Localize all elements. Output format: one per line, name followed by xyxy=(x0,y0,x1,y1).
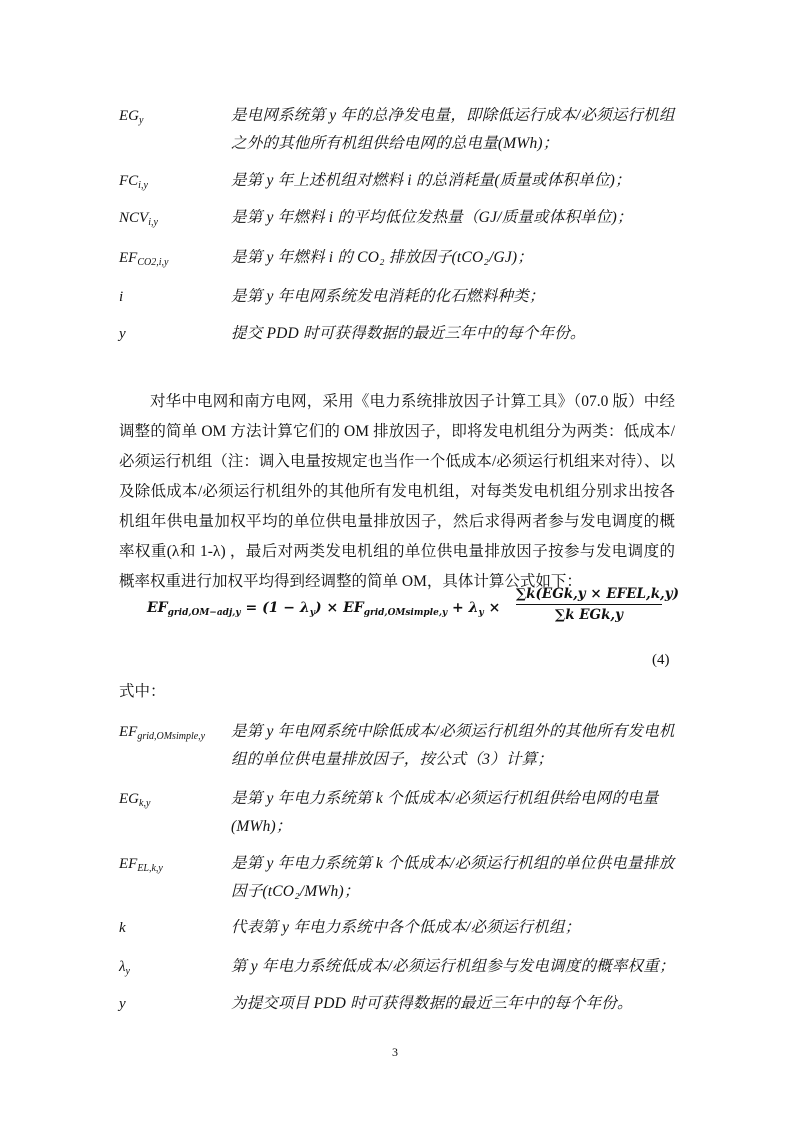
definition-lambda xyxy=(119,953,679,981)
definition-i xyxy=(119,283,679,311)
definition-desc: 是第 y 年电力系统第 k 个低成本/必须运行机组的单位供电量排放因子(tCO₂/MWh)； xyxy=(231,855,675,900)
definition-term: $NCV_{i,y}$ xyxy=(119,210,158,228)
definition-term: $\lambda_y$ xyxy=(119,959,130,977)
definition-term: $EF_{CO2,i,y}$ xyxy=(119,250,169,268)
body-paragraph xyxy=(119,387,675,597)
definition-term: $EF_{EL,k,y}$ xyxy=(119,856,163,874)
definition-ef-grid-omsimple xyxy=(119,718,679,774)
definition-desc: 第 y 年电力系统低成本/必须运行机组参与发电调度的概率权重； xyxy=(231,958,675,975)
formula-fraction xyxy=(516,586,679,623)
definition-ncv xyxy=(119,204,679,232)
definition-desc: 是第 y 年燃料 i 的平均低位发热量（GJ/质量或体积单位)； xyxy=(231,209,633,226)
definition-desc: 为提交项目 PDD 时可获得数据的最近三年中的每个年份。 xyxy=(231,995,633,1012)
definition-desc: 是第 y 年电网系统中除低成本/必须运行机组外的其他所有发电机组的单位供电量排放因子，按公式（3）计算； xyxy=(231,723,675,768)
definition-eg-k xyxy=(119,785,679,841)
definition-desc: 是第 y 年燃料 i 的 CO₂ 排放因子(tCO₂/GJ)； xyxy=(231,249,533,266)
formula-4 xyxy=(140,586,680,636)
equation-number: (4) xyxy=(652,652,670,668)
definition-term: y xyxy=(119,996,126,1012)
definition-y xyxy=(119,320,679,348)
definition-term: $FC_{i,y}$ xyxy=(119,173,148,191)
definition-term: k xyxy=(119,920,126,936)
definition-term: $EG_{k,y}$ xyxy=(119,791,151,809)
definition-term: $EF_{grid,OMsimple,y}$ xyxy=(119,724,206,742)
definition-term: i xyxy=(119,289,124,305)
page-number: 3 xyxy=(392,1045,398,1059)
fraction-bar xyxy=(516,604,662,605)
paragraph-text: 对华中电网和南方电网，采用《电力系统排放因子计算工具》（07.0 版）中经调整的简单 OM 方法计算它们的 OM 排放因子，即将发电机组分为两类：低成本/必须运行机组（注：调入电量按规定也当作一个低成本/必须运行机组来对待）、以及除低成本/必须运行机组外的其他所有发电机组，对每类发电机组分别求出按各机组年供电量加权平均的单位供电量排放因子，然后求得两者参与发电调度的概率权重(λ和 1-λ) ，最后对两类发电机组的单位供电量排放因子按参与发电调度的概率权重进行加权平均得到经调整的简单 OM，具体计算公式如下： xyxy=(119,393,675,590)
definition-desc: 代表第 y 年电力系统中各个低成本/必须运行机组； xyxy=(231,919,581,936)
definition-term: y xyxy=(119,326,126,342)
definition-desc: 是第 y 年电力系统第 k 个低成本/必须运行机组供给电网的电量(MWh)； xyxy=(231,790,659,835)
definition-ef-el xyxy=(119,850,679,906)
definition-fc xyxy=(119,167,679,195)
definition-desc: 是第 y 年电网系统发电消耗的化石燃料种类； xyxy=(231,288,545,305)
formula-numerator: ∑k(EGk,y × EFEL,k,y) xyxy=(516,586,679,602)
definition-y-bottom xyxy=(119,990,679,1018)
definition-desc: 是电网系统第 y 年的总净发电量，即除低运行成本/必须运行机组之外的其他所有机组供给电网的总电量(MWh)； xyxy=(231,107,675,152)
definition-desc: 提交 PDD 时可获得数据的最近三年中的每个年份。 xyxy=(231,325,586,342)
definition-ef-co2 xyxy=(119,244,679,272)
definition-k xyxy=(119,914,679,942)
formula-denominator: ∑k EGk,y xyxy=(555,607,623,623)
definition-eg xyxy=(119,102,679,158)
formula-lhs: $EF_{grid,OM-adj,y} = (1 - \lambda_y) \times EF_{grid,OMsimple,y} + \lambda_y$ × xyxy=(147,600,501,618)
definition-desc: 是第 y 年上述机组对燃料 i 的总消耗量(质量或体积单位)； xyxy=(231,172,631,189)
where-label: 式中： xyxy=(119,683,166,700)
definition-term: $EG_y$ xyxy=(119,108,144,126)
